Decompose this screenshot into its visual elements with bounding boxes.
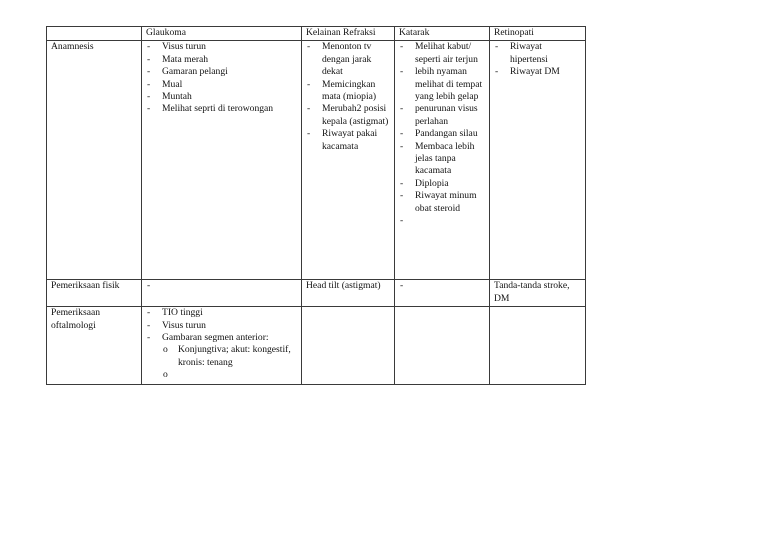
list-item-empty: [146, 280, 298, 292]
header-katarak: Katarak: [395, 27, 490, 41]
row-pemeriksaan-oftalmologi: [47, 307, 586, 385]
fisik-glaukoma-cell: [142, 280, 302, 307]
header-cell-empty: [47, 27, 142, 41]
list-item: - Melihat seprti di terowongan: [146, 103, 298, 115]
list-item: - Menonton tv dengan jarak dekat: [306, 41, 391, 78]
oftalmologi-glaukoma-cell: [142, 307, 302, 385]
list-item: - Diplopia: [399, 178, 486, 190]
row-label-pemeriksaan-fisik: Pemeriksaan fisik: [47, 280, 142, 307]
list-item-text: Gambaran segmen anterior:: [162, 332, 269, 344]
anamnesis-refraksi-list: [306, 41, 391, 153]
list-item: - Riwayat hipertensi: [494, 41, 582, 66]
list-item: - penurunan visus perlahan: [399, 103, 486, 128]
fisik-retinopati-cell: Tanda-tanda stroke, DM: [490, 280, 586, 307]
sub-list-item-empty: [162, 369, 298, 381]
header-kelainan-refraksi: Kelainan Refraksi: [302, 27, 395, 41]
list-item: - Merubah2 posisi kepala (astigmat): [306, 103, 391, 128]
list-item: - Mata merah: [146, 54, 298, 66]
list-item-empty: [399, 215, 486, 227]
list-item: - TIO tinggi: [146, 307, 298, 319]
oftalmologi-katarak-cell: [395, 307, 490, 385]
list-item: - Mual: [146, 79, 298, 91]
oftalmologi-glaukoma-list: [146, 307, 298, 381]
anamnesis-refraksi-cell: [302, 41, 395, 280]
oftalmologi-glaukoma-sublist: [162, 344, 298, 381]
anamnesis-glaukoma-cell: [142, 41, 302, 280]
fisik-katarak-cell: [395, 280, 490, 307]
list-item: - Visus turun: [146, 320, 298, 332]
comparison-table: [46, 26, 586, 385]
fisik-refraksi-cell: Head tilt (astigmat): [302, 280, 395, 307]
row-anamnesis: [47, 41, 586, 280]
row-label-pemeriksaan-oftalmologi: Pemeriksaan oftalmologi: [47, 307, 142, 385]
list-item: - lebih nyaman melihat di tempat yang lebih gelap: [399, 66, 486, 103]
list-item: - Memicingkan mata (miopia): [306, 79, 391, 104]
oftalmologi-refraksi-cell: [302, 307, 395, 385]
list-item: - Gamaran pelangi: [146, 66, 298, 78]
list-item: - Membaca lebih jelas tanpa kacamata: [399, 141, 486, 178]
list-item-empty: [399, 280, 486, 292]
list-item: - Muntah: [146, 91, 298, 103]
row-pemeriksaan-fisik: [47, 280, 586, 307]
fisik-glaukoma-list: [146, 280, 298, 292]
anamnesis-katarak-list: [399, 41, 486, 227]
list-item: - Melihat kabut/ seperti air terjun: [399, 41, 486, 66]
anamnesis-retinopati-list: [494, 41, 582, 78]
list-item: - Pandangan silau: [399, 128, 486, 140]
oftalmologi-retinopati-cell: [490, 307, 586, 385]
sub-list-item: o Konjungtiva; akut: kongestif, kronis: tenang: [162, 344, 298, 369]
anamnesis-glaukoma-list: [146, 41, 298, 115]
header-row: [47, 27, 586, 41]
list-item: - Riwayat pakai kacamata: [306, 128, 391, 153]
list-item: [146, 332, 298, 382]
list-item: - Riwayat minum obat steroid: [399, 190, 486, 215]
header-retinopati: Retinopati: [490, 27, 586, 41]
list-item: - Visus turun: [146, 41, 298, 53]
row-label-anamnesis: Anamnesis: [47, 41, 142, 280]
fisik-katarak-list: [399, 280, 486, 292]
list-item: - Riwayat DM: [494, 66, 582, 78]
anamnesis-retinopati-cell: [490, 41, 586, 280]
header-glaukoma: Glaukoma: [142, 27, 302, 41]
anamnesis-katarak-cell: [395, 41, 490, 280]
